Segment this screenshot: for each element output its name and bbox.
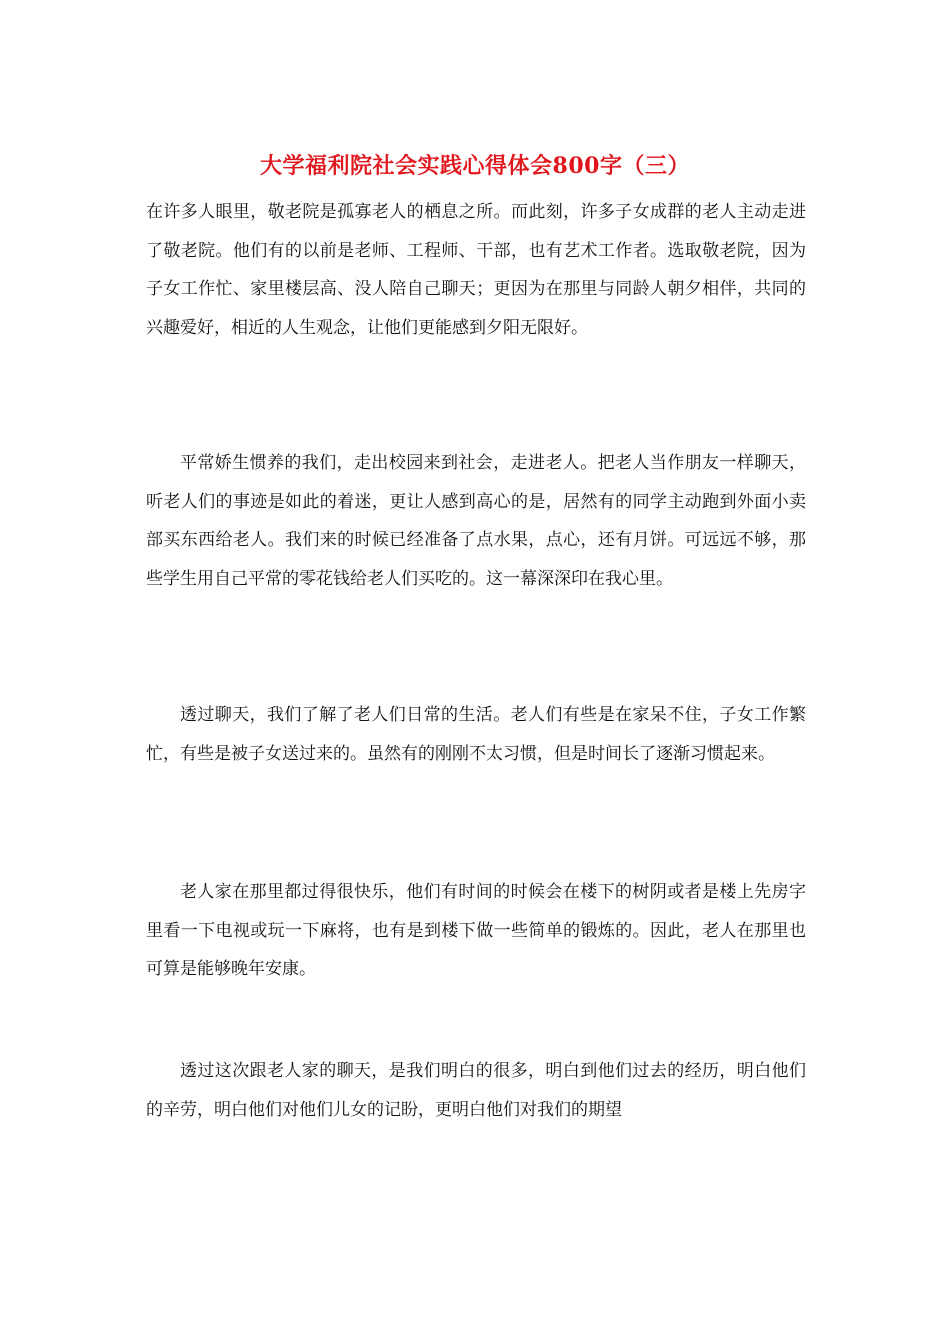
- paragraph-5: 透过这次跟老人家的聊天，是我们明白的很多，明白到他们过去的经历，明白他们的辛劳，明白他们对他们儿女的记盼，更明白他们对我们的期望: [146, 1061, 806, 1120]
- paragraph-1: 在许多人眼里，敬老院是孤寡老人的栖息之所。而此刻，许多子女成群的老人主动走进了敬老院。他们有的以前是老师、工程师、干部，也有艺术工作者。选取敬老院，因为子女工作忙、家里楼层高、没人陪自己聊天；更因为在那里与同龄人朝夕相伴，共同的兴趣爱好，相近的人生观念，让他们更能感到夕阳无限好。: [146, 202, 806, 338]
- document-title: 大学福利院社会实践心得体会800字（三）: [260, 153, 690, 179]
- paragraph-4: 老人家在那里都过得很快乐，他们有时间的时候会在楼下的树阴或者是楼上先房字里看一下电视或玩一下麻将，也有是到楼下做一些简单的锻炼的。因此，老人在那里也可算是能够晚年安康。: [146, 882, 806, 979]
- paragraph-3: 透过聊天，我们了解了老人们日常的生活。老人们有些是在家呆不住，子女工作繁忙，有些是被子女送过来的。虽然有的刚刚不太习惯，但是时间长了逐渐习惯起来。: [146, 705, 806, 764]
- paragraph-2: 平常娇生惯养的我们，走出校园来到社会，走进老人。把老人当作朋友一样聊天，听老人们的事迹是如此的着迷，更让人感到高心的是，居然有的同学主动跑到外面小卖部买东西给老人。我们来的时候已经准备了点水果，点心，还有月饼。可远远不够，那些学生用自己平常的零花钱给老人们买吃的。这一幕深深印在我心里。: [146, 453, 806, 589]
